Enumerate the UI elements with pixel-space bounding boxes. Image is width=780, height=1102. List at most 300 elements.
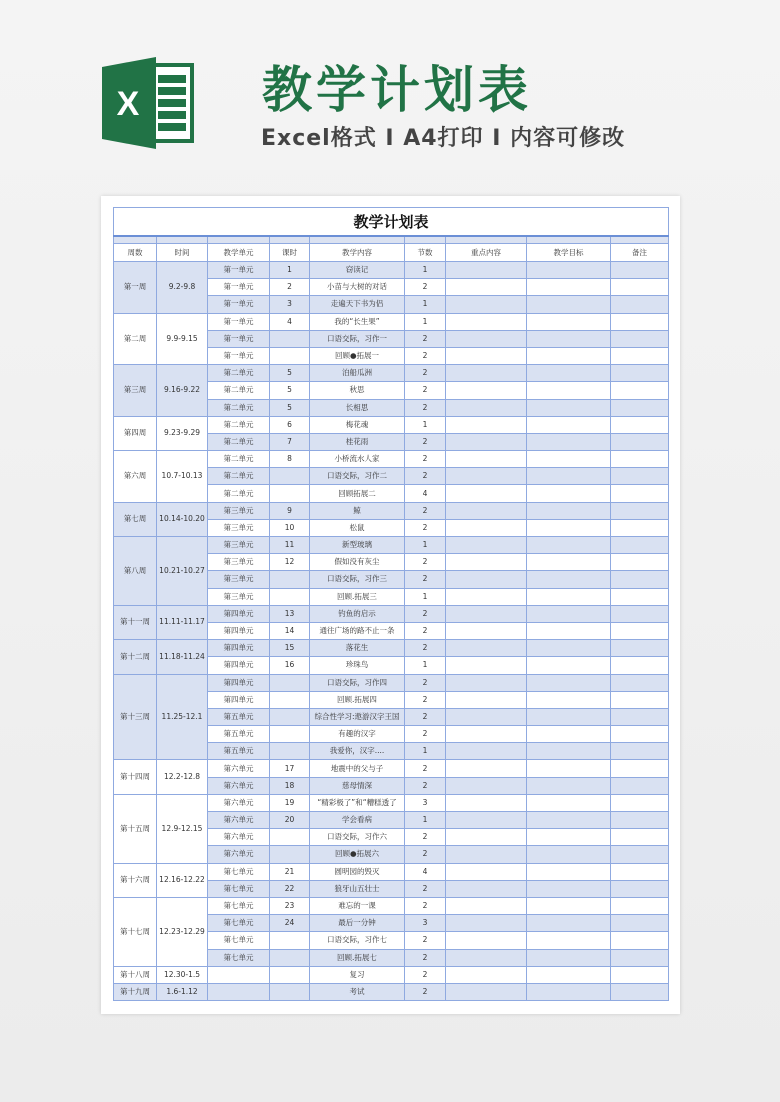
- periods-cell[interactable]: 2: [405, 451, 446, 468]
- week-week-cell[interactable]: 第十七周: [114, 897, 157, 966]
- periods-cell[interactable]: 2: [405, 365, 446, 382]
- periods-cell[interactable]: 2: [405, 571, 446, 588]
- content-cell[interactable]: 钓鱼的启示: [310, 605, 405, 622]
- remarks-cell[interactable]: [611, 416, 669, 433]
- lesson-cell[interactable]: 9: [270, 502, 310, 519]
- periods-cell[interactable]: 1: [405, 313, 446, 330]
- unit-cell[interactable]: 第一单元: [208, 347, 270, 364]
- lesson-cell[interactable]: [270, 932, 310, 949]
- week-week-cell[interactable]: 第十一周: [114, 605, 157, 639]
- week-time-cell[interactable]: 9.2-9.8: [157, 262, 208, 314]
- lesson-cell[interactable]: [270, 949, 310, 966]
- week-time-cell[interactable]: 10.7-10.13: [157, 451, 208, 503]
- unit-cell[interactable]: 第二单元: [208, 399, 270, 416]
- content-cell[interactable]: 秋思: [310, 382, 405, 399]
- teaching-goal-cell[interactable]: [527, 966, 611, 983]
- teaching-goal-cell[interactable]: [527, 949, 611, 966]
- periods-cell[interactable]: 2: [405, 468, 446, 485]
- key-points-cell[interactable]: [446, 743, 527, 760]
- unit-cell[interactable]: 第四单元: [208, 674, 270, 691]
- week-week-cell[interactable]: 第一周: [114, 262, 157, 314]
- content-cell[interactable]: 泊船瓜洲: [310, 365, 405, 382]
- unit-cell[interactable]: 第二单元: [208, 433, 270, 450]
- content-cell[interactable]: 小苗与大树的对话: [310, 279, 405, 296]
- lesson-cell[interactable]: [270, 708, 310, 725]
- content-cell[interactable]: 回顾●拓展一: [310, 347, 405, 364]
- teaching-goal-cell[interactable]: [527, 365, 611, 382]
- remarks-cell[interactable]: [611, 485, 669, 502]
- teaching-goal-cell[interactable]: [527, 794, 611, 811]
- week-time-cell[interactable]: 10.14-10.20: [157, 502, 208, 536]
- week-week-cell[interactable]: 第十四周: [114, 760, 157, 794]
- remarks-cell[interactable]: [611, 897, 669, 914]
- lesson-cell[interactable]: [270, 468, 310, 485]
- week-time-cell[interactable]: 1.6-1.12: [157, 983, 208, 1000]
- week-time-cell[interactable]: 12.16-12.22: [157, 863, 208, 897]
- content-cell[interactable]: 走遍天下书为侣: [310, 296, 405, 313]
- key-points-cell[interactable]: [446, 812, 527, 829]
- week-time-cell[interactable]: 11.18-11.24: [157, 640, 208, 674]
- unit-cell[interactable]: 第六单元: [208, 812, 270, 829]
- lesson-cell[interactable]: [270, 485, 310, 502]
- lesson-cell[interactable]: [270, 588, 310, 605]
- content-cell[interactable]: 口语交际，习作四: [310, 674, 405, 691]
- unit-cell[interactable]: 第四单元: [208, 622, 270, 639]
- remarks-cell[interactable]: [611, 777, 669, 794]
- content-cell[interactable]: 我爱你，汉字....: [310, 743, 405, 760]
- key-points-cell[interactable]: [446, 863, 527, 880]
- teaching-goal-cell[interactable]: [527, 880, 611, 897]
- unit-cell[interactable]: 第一单元: [208, 262, 270, 279]
- week-time-cell[interactable]: 10.21-10.27: [157, 537, 208, 606]
- key-points-cell[interactable]: [446, 880, 527, 897]
- teaching-goal-cell[interactable]: [527, 760, 611, 777]
- key-points-cell[interactable]: [446, 554, 527, 571]
- teaching-goal-cell[interactable]: [527, 433, 611, 450]
- periods-cell[interactable]: 2: [405, 554, 446, 571]
- unit-cell[interactable]: 第四单元: [208, 657, 270, 674]
- key-points-cell[interactable]: [446, 983, 527, 1000]
- key-points-cell[interactable]: [446, 794, 527, 811]
- lesson-cell[interactable]: 19: [270, 794, 310, 811]
- content-cell[interactable]: 难忘的一课: [310, 897, 405, 914]
- remarks-cell[interactable]: [611, 640, 669, 657]
- lesson-cell[interactable]: 5: [270, 399, 310, 416]
- periods-cell[interactable]: 2: [405, 347, 446, 364]
- unit-cell[interactable]: 第二单元: [208, 365, 270, 382]
- remarks-cell[interactable]: [611, 554, 669, 571]
- remarks-cell[interactable]: [611, 605, 669, 622]
- content-cell[interactable]: 鲸: [310, 502, 405, 519]
- key-points-cell[interactable]: [446, 365, 527, 382]
- remarks-cell[interactable]: [611, 708, 669, 725]
- remarks-cell[interactable]: [611, 949, 669, 966]
- content-cell[interactable]: 回顾.拓展三: [310, 588, 405, 605]
- content-cell[interactable]: 梅花魂: [310, 416, 405, 433]
- week-week-cell[interactable]: 第八周: [114, 537, 157, 606]
- week-week-cell[interactable]: 第六周: [114, 451, 157, 503]
- content-cell[interactable]: 回顾拓展二: [310, 485, 405, 502]
- teaching-goal-cell[interactable]: [527, 691, 611, 708]
- remarks-cell[interactable]: [611, 279, 669, 296]
- periods-cell[interactable]: 2: [405, 519, 446, 536]
- content-cell[interactable]: 落花生: [310, 640, 405, 657]
- week-week-cell[interactable]: 第十五周: [114, 794, 157, 863]
- remarks-cell[interactable]: [611, 657, 669, 674]
- teaching-goal-cell[interactable]: [527, 382, 611, 399]
- content-cell[interactable]: 桂花雨: [310, 433, 405, 450]
- key-points-cell[interactable]: [446, 347, 527, 364]
- lesson-cell[interactable]: 10: [270, 519, 310, 536]
- lesson-cell[interactable]: [270, 330, 310, 347]
- key-points-cell[interactable]: [446, 330, 527, 347]
- unit-cell[interactable]: 第七单元: [208, 932, 270, 949]
- key-points-cell[interactable]: [446, 932, 527, 949]
- key-points-cell[interactable]: [446, 846, 527, 863]
- teaching-goal-cell[interactable]: [527, 399, 611, 416]
- unit-cell[interactable]: 第六单元: [208, 846, 270, 863]
- key-points-cell[interactable]: [446, 829, 527, 846]
- content-cell[interactable]: 口语交际，习作六: [310, 829, 405, 846]
- remarks-cell[interactable]: [611, 915, 669, 932]
- periods-cell[interactable]: 2: [405, 622, 446, 639]
- teaching-goal-cell[interactable]: [527, 605, 611, 622]
- periods-cell[interactable]: 2: [405, 382, 446, 399]
- week-time-cell[interactable]: 11.25-12.1: [157, 674, 208, 760]
- periods-cell[interactable]: 2: [405, 880, 446, 897]
- remarks-cell[interactable]: [611, 846, 669, 863]
- periods-cell[interactable]: 2: [405, 279, 446, 296]
- remarks-cell[interactable]: [611, 330, 669, 347]
- teaching-goal-cell[interactable]: [527, 708, 611, 725]
- unit-cell[interactable]: 第二单元: [208, 485, 270, 502]
- key-points-cell[interactable]: [446, 416, 527, 433]
- periods-cell[interactable]: 2: [405, 829, 446, 846]
- key-points-cell[interactable]: [446, 605, 527, 622]
- week-week-cell[interactable]: 第三周: [114, 365, 157, 417]
- remarks-cell[interactable]: [611, 760, 669, 777]
- teaching-goal-cell[interactable]: [527, 812, 611, 829]
- teaching-goal-cell[interactable]: [527, 915, 611, 932]
- unit-cell[interactable]: 第三单元: [208, 537, 270, 554]
- lesson-cell[interactable]: 20: [270, 812, 310, 829]
- content-cell[interactable]: “精彩极了”和“糟糕透了: [310, 794, 405, 811]
- unit-cell[interactable]: 第三单元: [208, 571, 270, 588]
- teaching-goal-cell[interactable]: [527, 519, 611, 536]
- lesson-cell[interactable]: 12: [270, 554, 310, 571]
- unit-cell[interactable]: 第三单元: [208, 588, 270, 605]
- key-points-cell[interactable]: [446, 760, 527, 777]
- key-points-cell[interactable]: [446, 399, 527, 416]
- week-week-cell[interactable]: 第十六周: [114, 863, 157, 897]
- periods-cell[interactable]: 2: [405, 330, 446, 347]
- remarks-cell[interactable]: [611, 365, 669, 382]
- lesson-cell[interactable]: 4: [270, 313, 310, 330]
- periods-cell[interactable]: 1: [405, 812, 446, 829]
- lesson-cell[interactable]: 3: [270, 296, 310, 313]
- periods-cell[interactable]: 2: [405, 949, 446, 966]
- unit-cell[interactable]: 第二单元: [208, 382, 270, 399]
- content-cell[interactable]: 松鼠: [310, 519, 405, 536]
- content-cell[interactable]: 假如没有灰尘: [310, 554, 405, 571]
- remarks-cell[interactable]: [611, 347, 669, 364]
- periods-cell[interactable]: 1: [405, 743, 446, 760]
- week-time-cell[interactable]: 11.11-11.17: [157, 605, 208, 639]
- content-cell[interactable]: 回顾●拓展六: [310, 846, 405, 863]
- teaching-goal-cell[interactable]: [527, 468, 611, 485]
- key-points-cell[interactable]: [446, 537, 527, 554]
- week-week-cell[interactable]: 第十九周: [114, 983, 157, 1000]
- key-points-cell[interactable]: [446, 502, 527, 519]
- lesson-cell[interactable]: 24: [270, 915, 310, 932]
- week-time-cell[interactable]: 12.9-12.15: [157, 794, 208, 863]
- remarks-cell[interactable]: [611, 726, 669, 743]
- periods-cell[interactable]: 3: [405, 915, 446, 932]
- unit-cell[interactable]: [208, 966, 270, 983]
- content-cell[interactable]: 通往广场的路不止一条: [310, 622, 405, 639]
- periods-cell[interactable]: 4: [405, 863, 446, 880]
- teaching-goal-cell[interactable]: [527, 863, 611, 880]
- unit-cell[interactable]: 第七单元: [208, 897, 270, 914]
- teaching-goal-cell[interactable]: [527, 416, 611, 433]
- unit-cell[interactable]: 第五单元: [208, 708, 270, 725]
- teaching-goal-cell[interactable]: [527, 347, 611, 364]
- teaching-goal-cell[interactable]: [527, 588, 611, 605]
- week-week-cell[interactable]: 第二周: [114, 313, 157, 365]
- remarks-cell[interactable]: [611, 296, 669, 313]
- teaching-goal-cell[interactable]: [527, 485, 611, 502]
- unit-cell[interactable]: [208, 983, 270, 1000]
- key-points-cell[interactable]: [446, 468, 527, 485]
- periods-cell[interactable]: 1: [405, 588, 446, 605]
- teaching-goal-cell[interactable]: [527, 554, 611, 571]
- unit-cell[interactable]: 第七单元: [208, 949, 270, 966]
- periods-cell[interactable]: 1: [405, 537, 446, 554]
- week-time-cell[interactable]: 12.2-12.8: [157, 760, 208, 794]
- remarks-cell[interactable]: [611, 262, 669, 279]
- remarks-cell[interactable]: [611, 399, 669, 416]
- unit-cell[interactable]: 第三单元: [208, 502, 270, 519]
- teaching-goal-cell[interactable]: [527, 674, 611, 691]
- remarks-cell[interactable]: [611, 691, 669, 708]
- remarks-cell[interactable]: [611, 468, 669, 485]
- unit-cell[interactable]: 第七单元: [208, 880, 270, 897]
- remarks-cell[interactable]: [611, 932, 669, 949]
- key-points-cell[interactable]: [446, 674, 527, 691]
- remarks-cell[interactable]: [611, 622, 669, 639]
- unit-cell[interactable]: 第二单元: [208, 416, 270, 433]
- unit-cell[interactable]: 第四单元: [208, 605, 270, 622]
- lesson-cell[interactable]: [270, 347, 310, 364]
- content-cell[interactable]: 窃读记: [310, 262, 405, 279]
- lesson-cell[interactable]: 1: [270, 262, 310, 279]
- key-points-cell[interactable]: [446, 313, 527, 330]
- content-cell[interactable]: 口语交际，习作二: [310, 468, 405, 485]
- periods-cell[interactable]: 2: [405, 502, 446, 519]
- remarks-cell[interactable]: [611, 433, 669, 450]
- content-cell[interactable]: 复习: [310, 966, 405, 983]
- teaching-goal-cell[interactable]: [527, 829, 611, 846]
- lesson-cell[interactable]: 23: [270, 897, 310, 914]
- remarks-cell[interactable]: [611, 382, 669, 399]
- unit-cell[interactable]: 第六单元: [208, 760, 270, 777]
- teaching-goal-cell[interactable]: [527, 932, 611, 949]
- key-points-cell[interactable]: [446, 279, 527, 296]
- remarks-cell[interactable]: [611, 743, 669, 760]
- unit-cell[interactable]: 第六单元: [208, 829, 270, 846]
- periods-cell[interactable]: 3: [405, 794, 446, 811]
- teaching-goal-cell[interactable]: [527, 330, 611, 347]
- content-cell[interactable]: 珍珠鸟: [310, 657, 405, 674]
- teaching-goal-cell[interactable]: [527, 571, 611, 588]
- periods-cell[interactable]: 2: [405, 433, 446, 450]
- content-cell[interactable]: 回顾.拓展四: [310, 691, 405, 708]
- lesson-cell[interactable]: 7: [270, 433, 310, 450]
- unit-cell[interactable]: 第一单元: [208, 279, 270, 296]
- teaching-goal-cell[interactable]: [527, 502, 611, 519]
- teaching-goal-cell[interactable]: [527, 279, 611, 296]
- lesson-cell[interactable]: 11: [270, 537, 310, 554]
- periods-cell[interactable]: 2: [405, 932, 446, 949]
- lesson-cell[interactable]: 22: [270, 880, 310, 897]
- remarks-cell[interactable]: [611, 571, 669, 588]
- week-time-cell[interactable]: 9.9-9.15: [157, 313, 208, 365]
- lesson-cell[interactable]: 14: [270, 622, 310, 639]
- remarks-cell[interactable]: [611, 880, 669, 897]
- periods-cell[interactable]: 2: [405, 966, 446, 983]
- periods-cell[interactable]: 2: [405, 640, 446, 657]
- week-week-cell[interactable]: 第四周: [114, 416, 157, 450]
- lesson-cell[interactable]: 2: [270, 279, 310, 296]
- periods-cell[interactable]: 4: [405, 485, 446, 502]
- key-points-cell[interactable]: [446, 949, 527, 966]
- week-week-cell[interactable]: 第十八周: [114, 966, 157, 983]
- unit-cell[interactable]: 第七单元: [208, 915, 270, 932]
- remarks-cell[interactable]: [611, 794, 669, 811]
- lesson-cell[interactable]: 18: [270, 777, 310, 794]
- periods-cell[interactable]: 2: [405, 897, 446, 914]
- periods-cell[interactable]: 2: [405, 399, 446, 416]
- remarks-cell[interactable]: [611, 829, 669, 846]
- unit-cell[interactable]: 第一单元: [208, 313, 270, 330]
- week-time-cell[interactable]: 12.23-12.29: [157, 897, 208, 966]
- key-points-cell[interactable]: [446, 262, 527, 279]
- week-week-cell[interactable]: 第十三周: [114, 674, 157, 760]
- key-points-cell[interactable]: [446, 382, 527, 399]
- unit-cell[interactable]: 第二单元: [208, 451, 270, 468]
- lesson-cell[interactable]: [270, 743, 310, 760]
- key-points-cell[interactable]: [446, 726, 527, 743]
- remarks-cell[interactable]: [611, 812, 669, 829]
- periods-cell[interactable]: 1: [405, 416, 446, 433]
- key-points-cell[interactable]: [446, 571, 527, 588]
- content-cell[interactable]: 考试: [310, 983, 405, 1000]
- remarks-cell[interactable]: [611, 451, 669, 468]
- periods-cell[interactable]: 2: [405, 691, 446, 708]
- teaching-goal-cell[interactable]: [527, 743, 611, 760]
- content-cell[interactable]: 圆明园的毁灭: [310, 863, 405, 880]
- unit-cell[interactable]: 第五单元: [208, 726, 270, 743]
- week-time-cell[interactable]: 9.16-9.22: [157, 365, 208, 417]
- teaching-goal-cell[interactable]: [527, 897, 611, 914]
- key-points-cell[interactable]: [446, 485, 527, 502]
- remarks-cell[interactable]: [611, 674, 669, 691]
- periods-cell[interactable]: 2: [405, 846, 446, 863]
- lesson-cell[interactable]: [270, 983, 310, 1000]
- unit-cell[interactable]: 第二单元: [208, 468, 270, 485]
- key-points-cell[interactable]: [446, 691, 527, 708]
- key-points-cell[interactable]: [446, 915, 527, 932]
- remarks-cell[interactable]: [611, 537, 669, 554]
- periods-cell[interactable]: 2: [405, 983, 446, 1000]
- key-points-cell[interactable]: [446, 966, 527, 983]
- content-cell[interactable]: 长相思: [310, 399, 405, 416]
- teaching-goal-cell[interactable]: [527, 451, 611, 468]
- lesson-cell[interactable]: [270, 691, 310, 708]
- content-cell[interactable]: 口语交际，习作一: [310, 330, 405, 347]
- teaching-goal-cell[interactable]: [527, 537, 611, 554]
- unit-cell[interactable]: 第三单元: [208, 554, 270, 571]
- teaching-goal-cell[interactable]: [527, 622, 611, 639]
- periods-cell[interactable]: 2: [405, 708, 446, 725]
- teaching-goal-cell[interactable]: [527, 983, 611, 1000]
- lesson-cell[interactable]: [270, 674, 310, 691]
- content-cell[interactable]: 学会看病: [310, 812, 405, 829]
- teaching-goal-cell[interactable]: [527, 777, 611, 794]
- content-cell[interactable]: 慈母情深: [310, 777, 405, 794]
- remarks-cell[interactable]: [611, 863, 669, 880]
- remarks-cell[interactable]: [611, 313, 669, 330]
- key-points-cell[interactable]: [446, 519, 527, 536]
- periods-cell[interactable]: 1: [405, 262, 446, 279]
- remarks-cell[interactable]: [611, 502, 669, 519]
- content-cell[interactable]: 小桥流水人家: [310, 451, 405, 468]
- key-points-cell[interactable]: [446, 897, 527, 914]
- content-cell[interactable]: 口语交际，习作七: [310, 932, 405, 949]
- content-cell[interactable]: 综合性学习:遨游汉字王国: [310, 708, 405, 725]
- key-points-cell[interactable]: [446, 708, 527, 725]
- key-points-cell[interactable]: [446, 640, 527, 657]
- content-cell[interactable]: 最后一分钟: [310, 915, 405, 932]
- key-points-cell[interactable]: [446, 777, 527, 794]
- week-week-cell[interactable]: 第十二周: [114, 640, 157, 674]
- key-points-cell[interactable]: [446, 451, 527, 468]
- lesson-cell[interactable]: 21: [270, 863, 310, 880]
- lesson-cell[interactable]: [270, 966, 310, 983]
- remarks-cell[interactable]: [611, 519, 669, 536]
- unit-cell[interactable]: 第六单元: [208, 794, 270, 811]
- key-points-cell[interactable]: [446, 433, 527, 450]
- content-cell[interactable]: 有趣的汉字: [310, 726, 405, 743]
- content-cell[interactable]: 我的“长生果”: [310, 313, 405, 330]
- remarks-cell[interactable]: [611, 588, 669, 605]
- periods-cell[interactable]: 2: [405, 760, 446, 777]
- unit-cell[interactable]: 第三单元: [208, 519, 270, 536]
- lesson-cell[interactable]: 17: [270, 760, 310, 777]
- teaching-goal-cell[interactable]: [527, 262, 611, 279]
- unit-cell[interactable]: 第五单元: [208, 743, 270, 760]
- lesson-cell[interactable]: [270, 829, 310, 846]
- unit-cell[interactable]: 第一单元: [208, 296, 270, 313]
- key-points-cell[interactable]: [446, 622, 527, 639]
- teaching-goal-cell[interactable]: [527, 313, 611, 330]
- week-time-cell[interactable]: 9.23-9.29: [157, 416, 208, 450]
- lesson-cell[interactable]: 13: [270, 605, 310, 622]
- unit-cell[interactable]: 第四单元: [208, 640, 270, 657]
- week-week-cell[interactable]: 第七周: [114, 502, 157, 536]
- lesson-cell[interactable]: 6: [270, 416, 310, 433]
- remarks-cell[interactable]: [611, 966, 669, 983]
